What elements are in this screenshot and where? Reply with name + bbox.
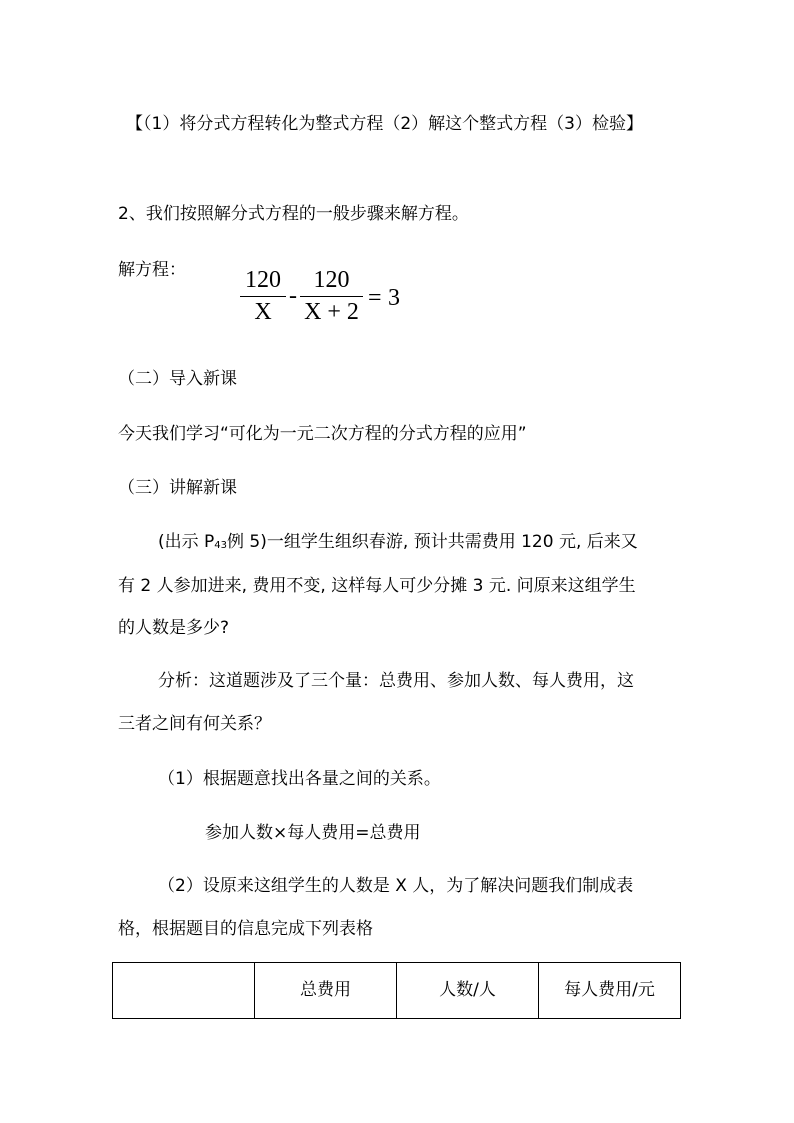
fractional-equation [240, 268, 420, 338]
step-2-line-1: （2）设原来这组学生的人数是 X 人，为了解决问题我们制成表 [158, 876, 634, 896]
fraction-1 [240, 268, 286, 324]
relation-formula: 参加人数×每人费用=总费用 [205, 823, 421, 843]
equals-sign: = [368, 285, 382, 311]
fraction-2-bar [300, 296, 363, 297]
fraction-2 [300, 268, 363, 324]
analysis-line-2: 三者之间有何关系？ [118, 714, 271, 734]
info-table [112, 962, 681, 1019]
table-header-cell-blank [113, 963, 255, 1019]
fraction-2-denominator: X + 2 [304, 299, 359, 325]
step-2-line-2: 格，根据题目的信息完成下列表格 [118, 919, 373, 939]
example-line-1-post: 例 5)一组学生组织春游, 预计共需费用 120 元, 后来又 [227, 532, 638, 552]
analysis-line-1: 分析：这道题涉及了三个量：总费用、参加人数、每人费用，这 [158, 671, 634, 691]
page-subscript: 43 [214, 540, 228, 551]
step-1-text: （1）根据题意找出各量之间的关系。 [158, 769, 441, 789]
fraction-1-denominator: X [254, 299, 272, 325]
steps-summary: 【（1）将分式方程转化为整式方程（2）解这个整式方程（3）检验】 [126, 114, 643, 134]
fraction-2-numerator: 120 [313, 267, 350, 293]
today-text: 今天我们学习“可化为一元二次方程的分式方程的应用” [118, 424, 527, 444]
table-header-cell-total-cost: 总费用 [255, 963, 397, 1019]
fraction-1-numerator: 120 [245, 267, 281, 293]
example-line-1-pre: (出示 P [158, 532, 215, 552]
minus-sign: - [289, 283, 297, 309]
table-header-cell-people: 人数/人 [397, 963, 539, 1019]
example-line-3: 的人数是多少? [118, 618, 230, 638]
fraction-1-bar [240, 296, 286, 297]
example-line-1 [158, 534, 638, 551]
table-header-row [113, 963, 681, 1019]
equation-rhs: 3 [388, 285, 400, 311]
example-line-2: 有 2 人参加进来, 费用不变, 这样每人可少分摊 3 元. 问原来这组学生 [118, 576, 636, 596]
section-2-heading: （二）导入新课 [118, 369, 237, 389]
section-3-heading: （三）讲解新课 [118, 478, 237, 498]
item-2-text: 2、我们按照解分式方程的一般步骤来解方程。 [118, 204, 469, 224]
table-header-cell-cost-per-person: 每人费用/元 [539, 963, 681, 1019]
solve-label: 解方程： [118, 260, 186, 280]
